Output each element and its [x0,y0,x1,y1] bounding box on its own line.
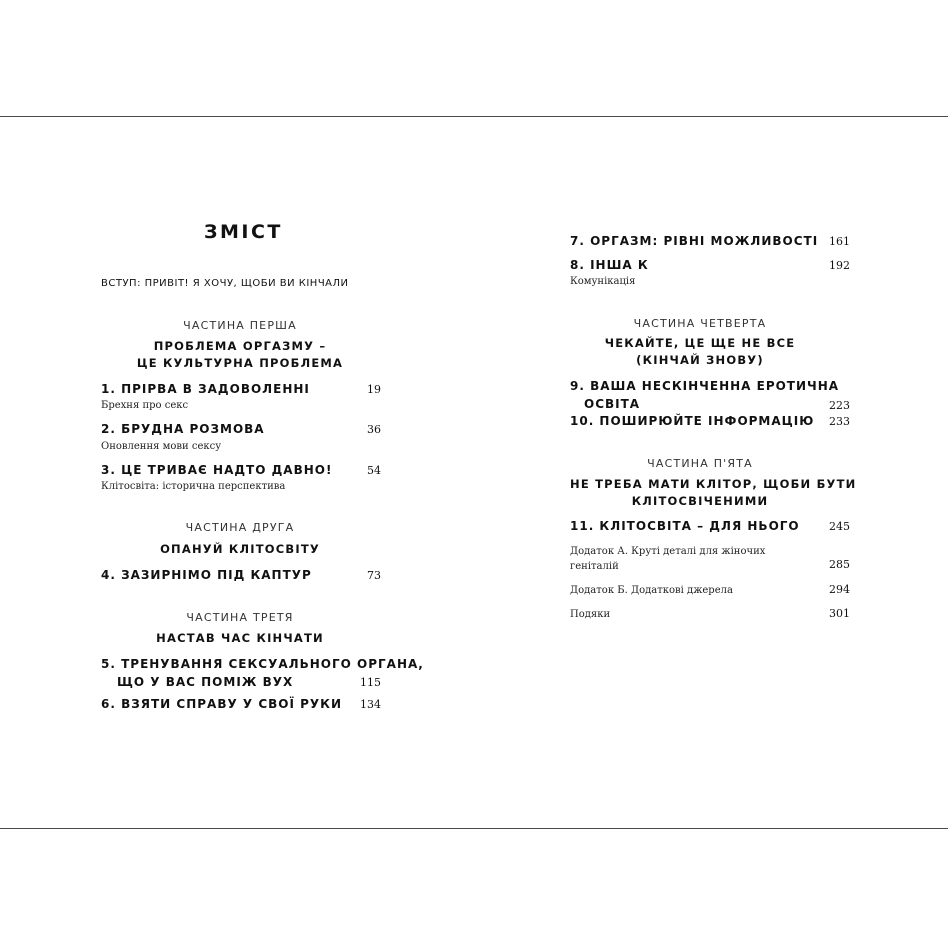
part2-title: ОПАНУЙ КЛІТОСВІТУ [160,542,320,556]
chapter-7-title: 7. ОРГАЗМ: РІВНІ МОЖЛИВОСТІ [570,234,819,248]
appendix-a-line1: Додаток А. Круті деталі для жіночих [570,546,766,557]
chapter-6-page: 134 [360,698,381,711]
book-bottom-edge [0,828,948,829]
chapter-1-page: 19 [367,383,381,396]
chapter-6-title: 6. ВЗЯТИ СПРАВУ У СВОЇ РУКИ [101,697,343,711]
acknowledgements-title: Подяки [570,609,611,620]
chapter-1-subtitle: Брехня про секс [101,400,189,411]
appendix-a-line2: геніталій [570,561,619,572]
part1-title-line2: ЦЕ КУЛЬТУРНА ПРОБЛЕМА [136,356,344,370]
chapter-2-subtitle: Оновлення мови сексу [101,441,222,452]
appendix-b-title: Додаток Б. Додаткові джерела [570,585,733,596]
chapter-9-page: 223 [829,399,850,412]
part4-title-line1: ЧЕКАЙТЕ, ЦЕ ЩЕ НЕ ВСЕ [604,336,796,350]
intro-entry: ВСТУП: ПРИВІТ! Я ХОЧУ, ЩОБИ ВИ КІНЧАЛИ [101,278,349,289]
part5-title-line2: КЛІТОСВІЧЕНИМИ [631,494,769,508]
part5-title-line1: НЕ ТРЕБА МАТИ КЛІТОР, ЩОБИ БУТИ [570,477,857,491]
acknowledgements-page: 301 [829,607,850,620]
chapter-9-title-line1: 9. ВАША НЕСКІНЧЕННА ЕРОТИЧНА [570,379,840,393]
chapter-4-page: 73 [367,569,381,582]
chapter-4-title: 4. ЗАЗИРНІМО ПІД КАПТУР [101,568,312,582]
part2-label: ЧАСТИНА ДРУГА [185,521,295,534]
chapter-10-page: 233 [829,415,850,428]
appendix-a-page: 285 [829,558,850,571]
chapter-2-title: 2. БРУДНА РОЗМОВА [101,422,265,436]
chapter-11-page: 245 [829,520,850,533]
part4-label: ЧАСТИНА ЧЕТВЕРТА [633,317,767,330]
part1-label: ЧАСТИНА ПЕРША [183,319,297,332]
left-page [0,117,474,828]
chapter-3-subtitle: Клітосвіта: історична перспектива [101,481,286,492]
chapter-5-title-line2: ЩО У ВАС ПОМІЖ ВУХ [117,675,294,689]
chapter-2-page: 36 [367,423,381,436]
chapter-5-page: 115 [360,676,381,689]
part3-label: ЧАСТИНА ТРЕТЯ [186,611,294,624]
chapter-11-title: 11. КЛІТОСВІТА – ДЛЯ НЬОГО [570,519,800,533]
part5-label: ЧАСТИНА П'ЯТА [647,457,753,470]
chapter-5-title-line1: 5. ТРЕНУВАННЯ СЕКСУАЛЬНОГО ОРГАНА, [101,657,424,671]
chapter-8-subtitle: Комунікація [570,276,636,287]
part4-title-line2: (КІНЧАЙ ЗНОВУ) [636,353,764,367]
appendix-b-page: 294 [829,583,850,596]
part3-title: НАСТАВ ЧАС КІНЧАТИ [156,631,324,645]
chapter-1-title: 1. ПРІРВА В ЗАДОВОЛЕННІ [101,382,310,396]
chapter-3-title: 3. ЦЕ ТРИВАЄ НАДТО ДАВНО! [101,463,333,477]
chapter-9-title-line2: ОСВІТА [584,397,641,411]
page-title: ЗМІСТ [204,221,283,243]
chapter-3-page: 54 [367,464,381,477]
chapter-8-title: 8. ІНША К [570,258,649,272]
chapter-10-title: 10. ПОШИРЮЙТЕ ІНФОРМАЦІЮ [570,414,815,428]
chapter-7-page: 161 [829,235,850,248]
part1-title-line1: ПРОБЛЕМА ОРГАЗМУ – [153,339,327,353]
chapter-8-page: 192 [829,259,850,272]
right-page [474,117,948,828]
